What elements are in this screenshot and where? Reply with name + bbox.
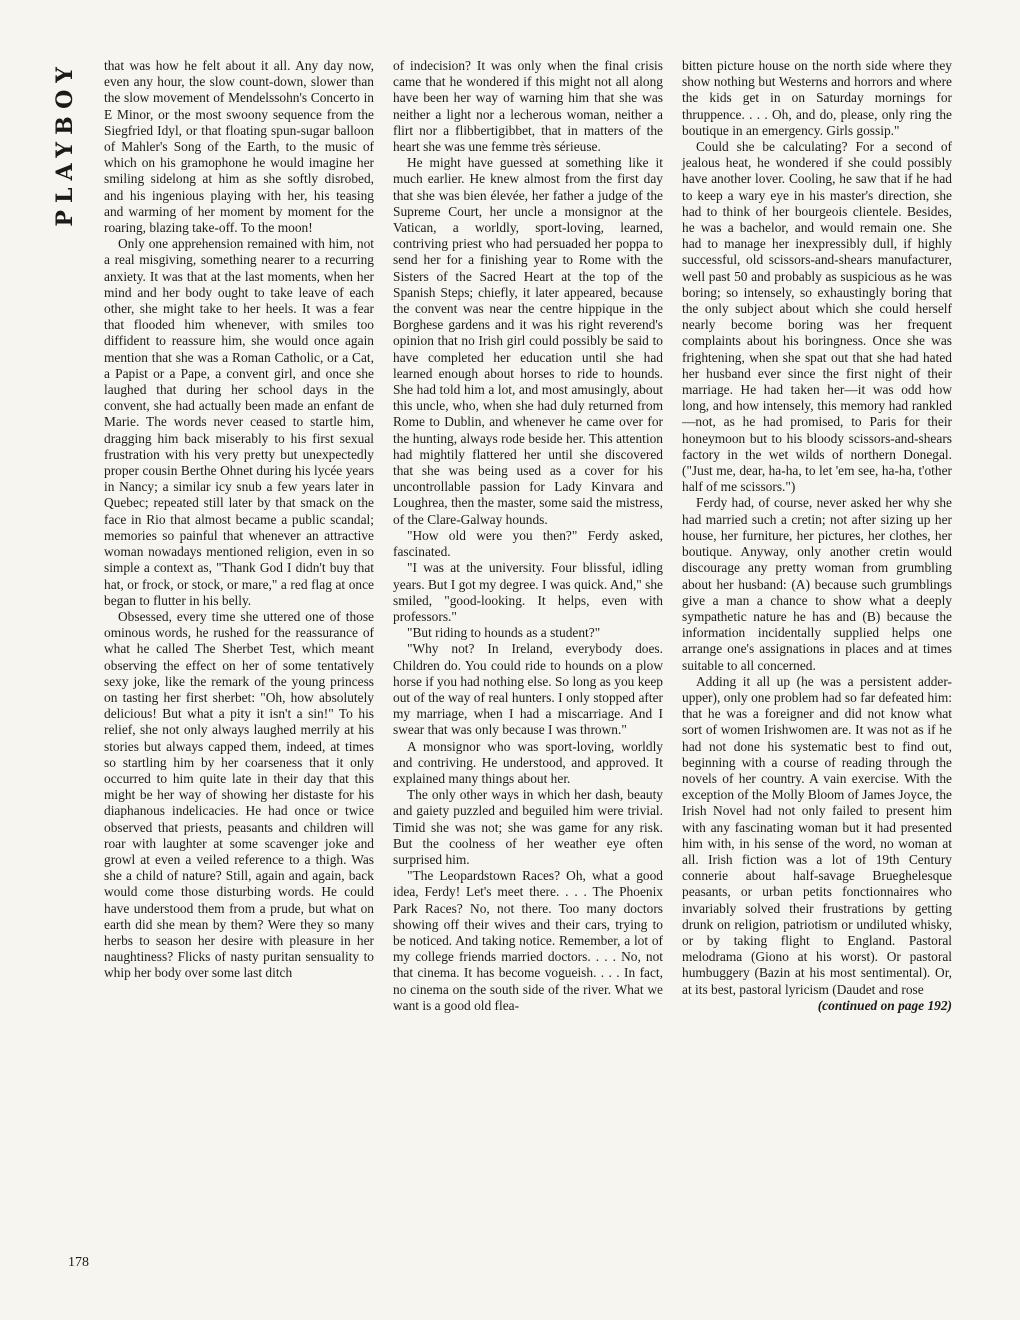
paragraph: He might have guessed at something like it much earlier. He knew almost from the first day that she was bien élevée, her father a judge of the Supreme Court, her uncle a monsignor at the Vatican, a worldly, sport-loving, learned, contriving priest who had persuaded her poppa to send her for a finishing year to Rome with the Sisters of the Sacred Heart at the top of the Spanish Steps; chiefly, it later appeared, because the convent was near the centre hippique in the Borghese gardens and it was his right reverend's opinion that no Irish girl could possibly be said to have completed her education until she had learned enough about horses to ride to hounds. She had told him a lot, and most amusingly, about this uncle, who, when she had duly returned from Rome to Dublin, and whenever he came over for the hunting, always rode beside her. This attention had mightily flattered her until she discovered that she was being used as a cover for his uncontrollable passion for Lady Kinvara and Loughrea, then the master, some said the mistress, of the Clare-Galway hounds. [393, 155, 663, 527]
paragraph: Only one apprehension remained with him, not a real misgiving, something nearer to a recurring anxiety. It was that at the last moments, when her mind and her body ought to take leave of each other, she might take to her heels. It was a fear that flooded him whenever, with smiles too diffident to reassure him, she would once again mention that she was a Roman Catholic, or a Cat, a Papist or a Pape, a convent girl, and once she laughed that during her school days in the convent, she had actually been made an enfant de Marie. The words never ceased to startle him, dragging him back miserably to his first sexual frustration with his very pretty but unexpectedly proper cousin Berthe Ohnet during his lycée years in Nancy; a similar icy snub a few years later in Quebec; repeated still later by that smack on the face in Rio that almost became a public scandal; memories so painful that whenever an attractive woman nowadays mentioned religion, even in so simple a context as, "Thank God I didn't buy that hat, or frock, or stock, or mare," a red flag at once began to flutter in his belly. [104, 236, 374, 608]
continued-on-link[interactable]: (continued on page 192) [817, 997, 952, 1013]
paragraph: "Why not? In Ireland, everybody does. Children do. You could ride to hounds on a plow horse if you had nothing else. So long as you keep out of the way of real hunters. I only stopped after my marriage, when I had a miscarriage. And I swear that was only because I was thrown." [393, 641, 663, 738]
text-column-1 [104, 58, 374, 982]
paragraph: "How old were you then?" Ferdy asked, fascinated. [393, 527, 663, 560]
paragraph: "I was at the university. Four blissful, idling years. But I got my degree. I was quick. And," she smiled, "good-looking. It helps, even with professors." [393, 560, 663, 624]
paragraph: bitten picture house on the north side where they show nothing but Westerns and horrors and where the kids get in on Saturday mornings for thruppence. . . . Oh, and do, please, only ring the boutique in an emergency. Girls gossip." [682, 58, 952, 138]
paragraph: Adding it all up (he was a persistent adder-upper), only one problem had so far defeated him: that he was a foreigner and did not know what sort of women Irishwomen are. It was not as if he had not done his systematic best to find out, beginning with a course of reading through the novels of her country. A vain exercise. With the exception of the Molly Bloom of James Joyce, the Irish Novel had not only failed to present him with any fascinating woman but it had presented him with, in his sense of the word, no woman at all. Irish fiction was a lot of 19th Century connerie about half-savage Brueghelesque peasants, or urban petits fonctionnaires who invariably solved their frustrations by getting drunk on religion, patriotism or undiluted whisky, or by taking flight to England. Pastoral melodrama (Giono at his worst). Or pastoral humbuggery (Bazin at his most sentimental). Or, at its best, pastoral lyricism (Daudet and rose [682, 673, 952, 997]
text-column-2 [393, 58, 663, 1014]
paragraph: that was how he felt about it all. Any day now, even any hour, the slow count-down, slower than the slow movement of Mendelssohn's Concerto in E Minor, or the most swoony sequence from the Siegfried Idyl, or that floating spun-sugar balloon of Mahler's Song of the Earth, to the music of which on his gramophone he would imagine her smiling sidelong at him as she softly disrobed, and his ingenious playing with her, his teasing and warming of her moment by moment for the roaring, blazing take-off. To the moon! [104, 58, 374, 236]
paragraph: Obsessed, every time she uttered one of those ominous words, he rushed for the reassurance of what he called The Sherbet Test, which meant observing the effect on her of some tentatively sexy joke, like the remark of the young princess on tasting her first sherbet: "Oh, how absolutely delicious! But what a pity it isn't a sin!" To his relief, she not only always laughed merrily at his stories but always capped them, indeed, at times so startling him by her coarseness that it only occurred to him quite late in their day that this might be her way of showing her distaste for his diaphanous indelicacies. He had once or twice observed that priests, peasants and children will roar with laughter at some scavenger joke and growl at even a veiled reference to a thigh. Was she a child of nature? Still, again and again, back would come those disturbing words. He could have understood them from a prude, but what on earth did she mean by them? Were they so many herbs to season her desire with pleasure in her naughtiness? Flicks of nasty puritan sensuality to whip her body over some last ditch [104, 608, 374, 981]
text-column-3 [682, 58, 952, 1014]
paragraph: of indecision? It was only when the final crisis came that he wondered if this might not all along have been her way of warning him that she was neither a light nor a lecherous woman, neither a flirt nor a flibbertigibbet, that in matters of the heart she was une femme très sérieuse. [393, 58, 663, 155]
paragraph: "But riding to hounds as a student?" [407, 625, 601, 641]
magazine-brand-vertical: PLAYBOY [52, 60, 78, 227]
paragraph: "The Leopardstown Races? Oh, what a good idea, Ferdy! Let's meet there. . . . The Phoenix Park Races? No, not there. Too many doctors showing off their wives and their cars, trying to be noticed. And taking notice. Remember, a lot of my college friends married doctors. . . . No, not that cinema. It has become vogueish. . . . In fact, no cinema on the south side of the river. What we want is a good old flea- [393, 868, 663, 1013]
paragraph: A monsignor who was sport-loving, worldly and contriving. He understood, and approved. It explained many things about her. [393, 738, 663, 786]
page-number: 178 [68, 1255, 89, 1270]
paragraph: The only other ways in which her dash, beauty and gaiety puzzled and beguiled him were trivial. Timid she was not; she was game for any risk. But the coolness of her weather eye often surprised him. [393, 787, 663, 867]
paragraph: Could she be calculating? For a second of jealous heat, he wondered if she could possibly have another lover. Cooling, he saw that if he had to keep a wary eye in his master's direction, she had to think of her bourgeois clientele. Besides, he was a bachelor, and would remain one. She had to manage her inexpressibly dull, if highly successful, old scissors-and-shears manufacturer, well past 50 and probably as suspicious as he was boring; so intensely, so exhaustingly boring that the only subject about which she could herself nearly become boring was her frequent complaints about his boringness. Once she was frightening, when she spat out that she had hated her husband ever since the first night of their marriage. He had taken her—it was odd how long, and how intensely, this memory had rankled—not, as he had promised, to Paris for their honeymoon but to his bloody scissors-and-shears factory in the wet wilds of northern Donegal. ("Just me, dear, ha-ha, to let 'em see, ha-ha, t'other half of me scissors.") [682, 139, 952, 495]
paragraph: Ferdy had, of course, never asked her why she had married such a cretin; not after sizing up her house, her furniture, her pictures, her clothes, her boutique. Anyway, only another cretin would discourage any pretty woman from grumbling about her husband: (A) because such grumblings give a man a chance to show what a deeply sympathetic nature he has and (B) because the information incidentally supplied helps one arrange one's assignations in places and at times suitable to all concerned. [682, 495, 952, 673]
